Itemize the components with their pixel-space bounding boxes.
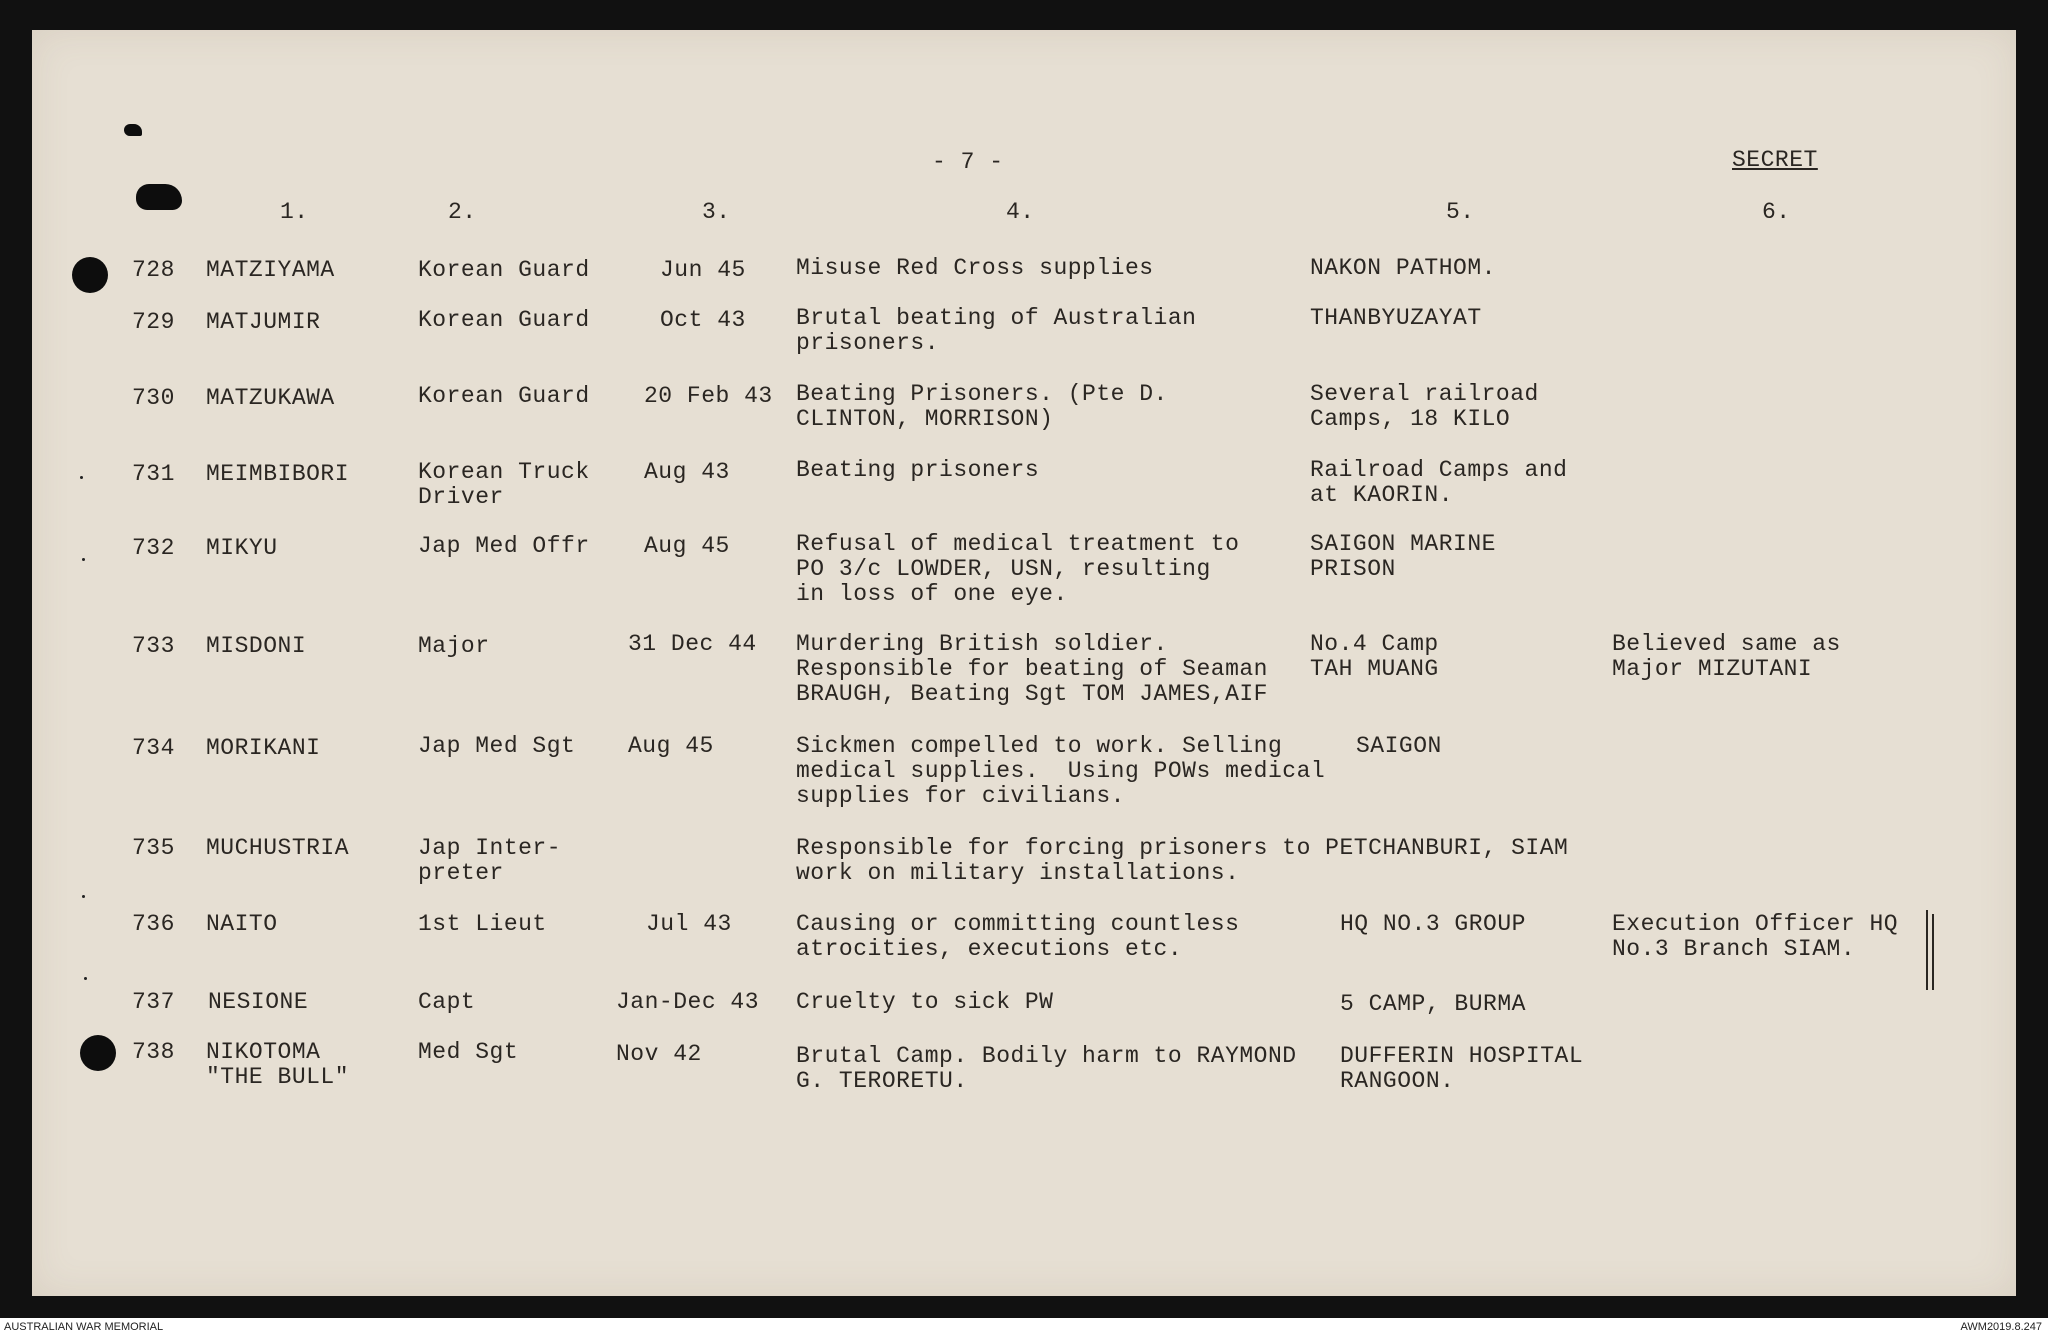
entry-rank: Korean Guard (418, 307, 590, 333)
paper-mark-4 (84, 977, 87, 980)
archive-name: AUSTRALIAN WAR MEMORIAL (4, 1321, 164, 1333)
entry-number: 733 (132, 633, 175, 659)
entry-number: 736 (132, 911, 175, 937)
column-header-5: 5. (1446, 199, 1475, 225)
entry-date: 31 Dec 44 (628, 631, 757, 657)
entry-date: Jan-Dec 43 (616, 989, 760, 1015)
entry-offence: Refusal of medical treatment to PO 3/c LOWDER, USN, resulting in loss of one eye. (796, 531, 1240, 607)
entry-date: Jul 43 (646, 911, 732, 937)
entry-rank: Capt (418, 989, 476, 1015)
paper-tear-1 (124, 124, 142, 136)
entry-place: No.4 Camp TAH MUANG (1310, 631, 1439, 682)
entry-rank: Korean Truck Driver (418, 459, 590, 510)
entry-number: 732 (132, 535, 175, 561)
column-header-2: 2. (448, 199, 477, 225)
paper-tear-2 (136, 184, 182, 210)
entry-offence: Beating prisoners (796, 457, 1040, 483)
entry-date: Aug 45 (644, 533, 730, 559)
punch-hole-bottom (80, 1035, 116, 1071)
entry-number: 737 (132, 989, 175, 1015)
entry-offence: Misuse Red Cross supplies (796, 255, 1154, 281)
entry-date: Aug 43 (644, 459, 730, 485)
archive-reference: AWM2019.8.247 (1960, 1321, 2042, 1333)
entry-name: NIKOTOMA "THE BULL" (206, 1039, 350, 1090)
entry-number: 735 (132, 835, 175, 861)
entry-rank: 1st Lieut (418, 911, 547, 937)
page-number: - 7 - (932, 149, 1004, 175)
margin-line-2 (1932, 914, 1934, 990)
entry-place: THANBYUZAYAT (1310, 305, 1482, 331)
entry-date: Aug 45 (628, 733, 714, 759)
entry-offence: Responsible for forcing prisoners to PETCHANBURI, SIAM work on military installations. (796, 835, 1569, 886)
entry-offence: Sickmen compelled to work. Selling medical supplies. Using POWs medical supplies for civilians. (796, 733, 1326, 809)
entry-offence: Cruelty to sick PW (796, 989, 1054, 1015)
entry-name: MUCHUSTRIA (206, 835, 350, 861)
paper-mark-3 (82, 895, 85, 898)
entry-place: SAIGON (1356, 733, 1442, 759)
entry-number: 729 (132, 309, 175, 335)
paper-mark-1 (80, 476, 83, 479)
entry-name: MIKYU (206, 535, 278, 561)
entry-name: MATJUMIR (206, 309, 321, 335)
entry-date: Jun 45 (660, 257, 746, 283)
entry-name: MORIKANI (206, 735, 321, 761)
entry-name: NESIONE (208, 989, 309, 1015)
entry-rank: Korean Guard (418, 383, 590, 409)
entry-name: MEIMBIBORI (206, 461, 350, 487)
entry-rank: Med Sgt (418, 1039, 519, 1065)
paper-mark-2 (82, 558, 85, 561)
entry-date: 20 Feb 43 (644, 383, 773, 409)
entry-number: 738 (132, 1039, 175, 1065)
margin-line-1 (1926, 910, 1928, 990)
column-header-1: 1. (280, 199, 309, 225)
entry-place: Railroad Camps and at KAORIN. (1310, 457, 1568, 508)
entry-place: HQ NO.3 GROUP (1340, 911, 1526, 937)
column-header-4: 4. (1006, 199, 1035, 225)
entry-rank: Major (418, 633, 490, 659)
entry-offence: Brutal beating of Australian prisoners. (796, 305, 1197, 356)
archive-footer (0, 1318, 2048, 1336)
column-header-3: 3. (702, 199, 731, 225)
entry-name: MISDONI (206, 633, 307, 659)
entry-place: DUFFERIN HOSPITAL RANGOON. (1340, 1043, 1584, 1094)
entry-rank: Jap Med Offr (418, 533, 590, 559)
entry-rank: Jap Inter- preter (418, 835, 562, 886)
punch-hole-top (72, 257, 108, 293)
entry-name: MATZIYAMA (206, 257, 335, 283)
entry-remarks: Believed same as Major MIZUTANI (1612, 631, 1841, 682)
classification-label: SECRET (1732, 147, 1818, 173)
entry-place: Several railroad Camps, 18 KILO (1310, 381, 1539, 432)
entry-place: NAKON PATHOM. (1310, 255, 1496, 281)
entry-number: 734 (132, 735, 175, 761)
entry-date: Nov 42 (616, 1041, 702, 1067)
entry-number: 730 (132, 385, 175, 411)
entry-offence: Beating Prisoners. (Pte D. CLINTON, MORRISON) (796, 381, 1168, 432)
entry-number: 728 (132, 257, 175, 283)
entry-offence: Murdering British soldier. Responsible for beating of Seaman BRAUGH, Beating Sgt TOM JAMES,AIF (796, 631, 1268, 707)
entry-number: 731 (132, 461, 175, 487)
entry-remarks: Execution Officer HQ No.3 Branch SIAM. (1612, 911, 1899, 962)
entry-name: MATZUKAWA (206, 385, 335, 411)
entry-rank: Jap Med Sgt (418, 733, 576, 759)
entry-place: SAIGON MARINE PRISON (1310, 531, 1496, 582)
column-header-6: 6. (1762, 199, 1791, 225)
entry-rank: Korean Guard (418, 257, 590, 283)
entry-offence: Causing or committing countless atrocities, executions etc. (796, 911, 1240, 962)
entry-offence: Brutal Camp. Bodily harm to RAYMOND G. TERORETU. (796, 1043, 1297, 1094)
entry-name: NAITO (206, 911, 278, 937)
entry-date: Oct 43 (660, 307, 746, 333)
entry-place: 5 CAMP, BURMA (1340, 991, 1526, 1017)
